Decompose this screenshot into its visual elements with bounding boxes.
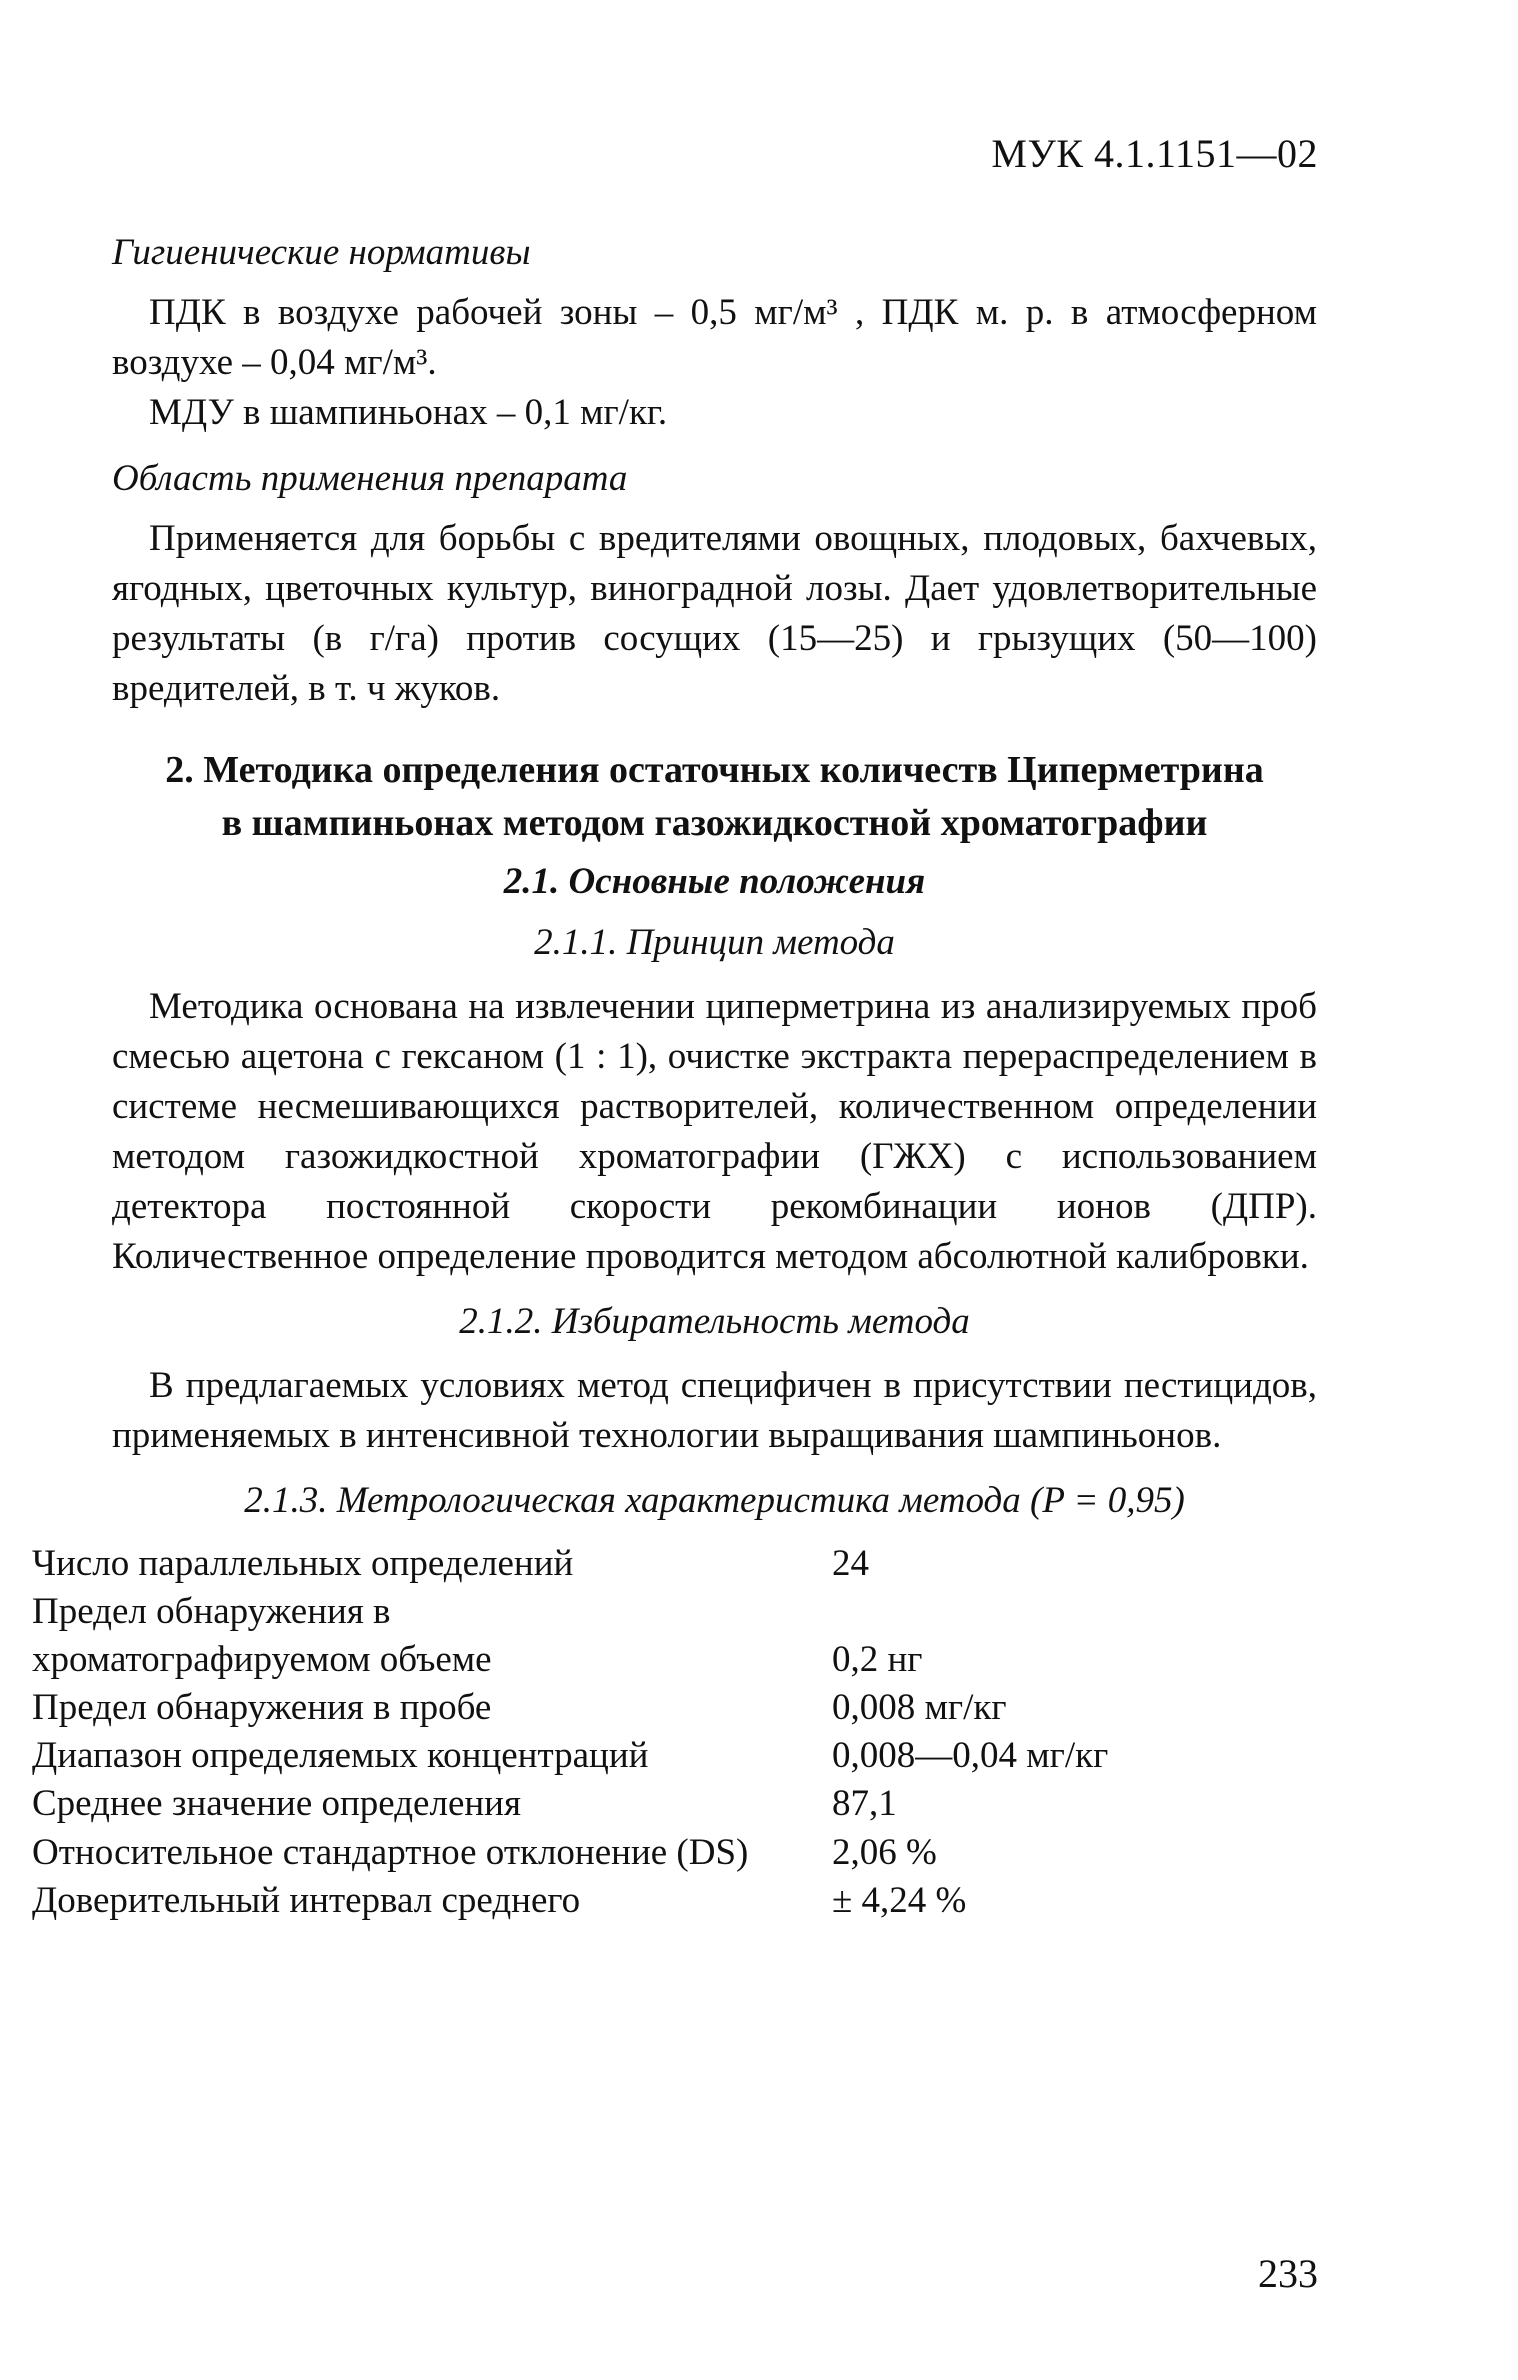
page-number: 233: [1258, 2251, 1318, 2296]
metrology-row: [32, 1877, 1108, 1925]
section-2-title-line-2: в шампиньонах методом газожидкостной хроматографии: [221, 802, 1208, 845]
metrology-row: [32, 1829, 1108, 1877]
metrology-name: хроматографируемом объеме: [32, 1639, 492, 1681]
application-text: Применяется для борьбы с вредителями овощных, плодовых, бахчевых, ягодных, цветочных культур, виноградной лозы. Дает удовлетворительные результаты (в г/га) против сосущих (15—25) и грызущих (50—100) вредителей, в т. ч жуков.: [112, 518, 1317, 710]
metrology-name: Относительное стандартное отклонение (DS): [32, 1831, 749, 1873]
metrology-value: 0,008 мг/кг: [832, 1687, 1007, 1729]
section-2-title-line-1: 2. Методика определения остаточных количеств Циперметрина: [165, 749, 1264, 792]
metrology-name: Предел обнаружения в пробе: [32, 1687, 492, 1729]
metrology-value: [832, 1588, 1108, 1636]
principle-text: Методика основана на извлечении циперметрина из анализируемых проб смесью ацетона с гексаном (1 : 1), очистке экстракта перераспределением в системе несмешивающихся растворителей, количественном определении методом газожидкостной хроматографии (ГЖХ) с использованием детектора постоянной скорости рекомбинации ионов (ДПР). Количественное определение проводится методом абсолютной калибровки.: [112, 986, 1317, 1278]
metrology-name: Доверительный интервал среднего: [32, 1879, 581, 1921]
metrology-row: [32, 1540, 1108, 1588]
hygiene-line-2: МДУ в шампиньонах – 0,1 мг/кг.: [149, 392, 668, 434]
metrology-row: [32, 1588, 1108, 1636]
metrology-value: 24: [832, 1542, 869, 1584]
metrology-name: Число параллельных определений: [32, 1542, 574, 1584]
metrology-name: Диапазон определяемых концентраций: [32, 1735, 649, 1777]
subsection-2-1-1-title: 2.1.1. Принцип метода: [534, 922, 895, 964]
metrology-value: ± 4,24 %: [832, 1879, 967, 1921]
metrology-name: Среднее значение определения: [32, 1783, 521, 1825]
subsection-2-1-2-title: 2.1.2. Избирательность метода: [459, 1301, 970, 1343]
section-2-title: [112, 744, 1317, 850]
subsection-2-1-3-title: 2.1.3. Метрологическая характеристика метода (P = 0,95): [244, 1479, 1185, 1521]
metrology-row: [32, 1780, 1108, 1828]
metrology-row: [32, 1636, 1108, 1684]
metrology-row: [32, 1732, 1108, 1780]
page-content: [32, 230, 1317, 1925]
document-code: МУК 4.1.1151—02: [991, 131, 1318, 176]
metrology-table: [32, 1540, 1108, 1925]
selectivity-text: В предлагаемых условиях метод специфичен в присутствии пестицидов, применяемых в интенсивной технологии выращивания шампиньонов.: [112, 1365, 1317, 1456]
application-heading: Область применения препарата: [112, 458, 628, 500]
metrology-value: 0,008—0,04 мг/кг: [832, 1735, 1109, 1777]
hygiene-line-1: ПДК в воздухе рабочей зоны – 0,5 мг/м³ , ПДК м. р. в атмосферном воздухе – 0,04 мг/м³.: [112, 292, 1317, 384]
metrology-value: 87,1: [832, 1783, 897, 1825]
metrology-name: Предел обнаружения в: [32, 1591, 391, 1633]
metrology-value: 0,2 нг: [832, 1639, 923, 1681]
hygiene-heading: Гигиенические нормативы: [112, 232, 531, 273]
subsection-2-1-title: 2.1. Основные положения: [503, 861, 926, 903]
metrology-value: 2,06 %: [832, 1831, 937, 1873]
metrology-row: [32, 1684, 1108, 1732]
